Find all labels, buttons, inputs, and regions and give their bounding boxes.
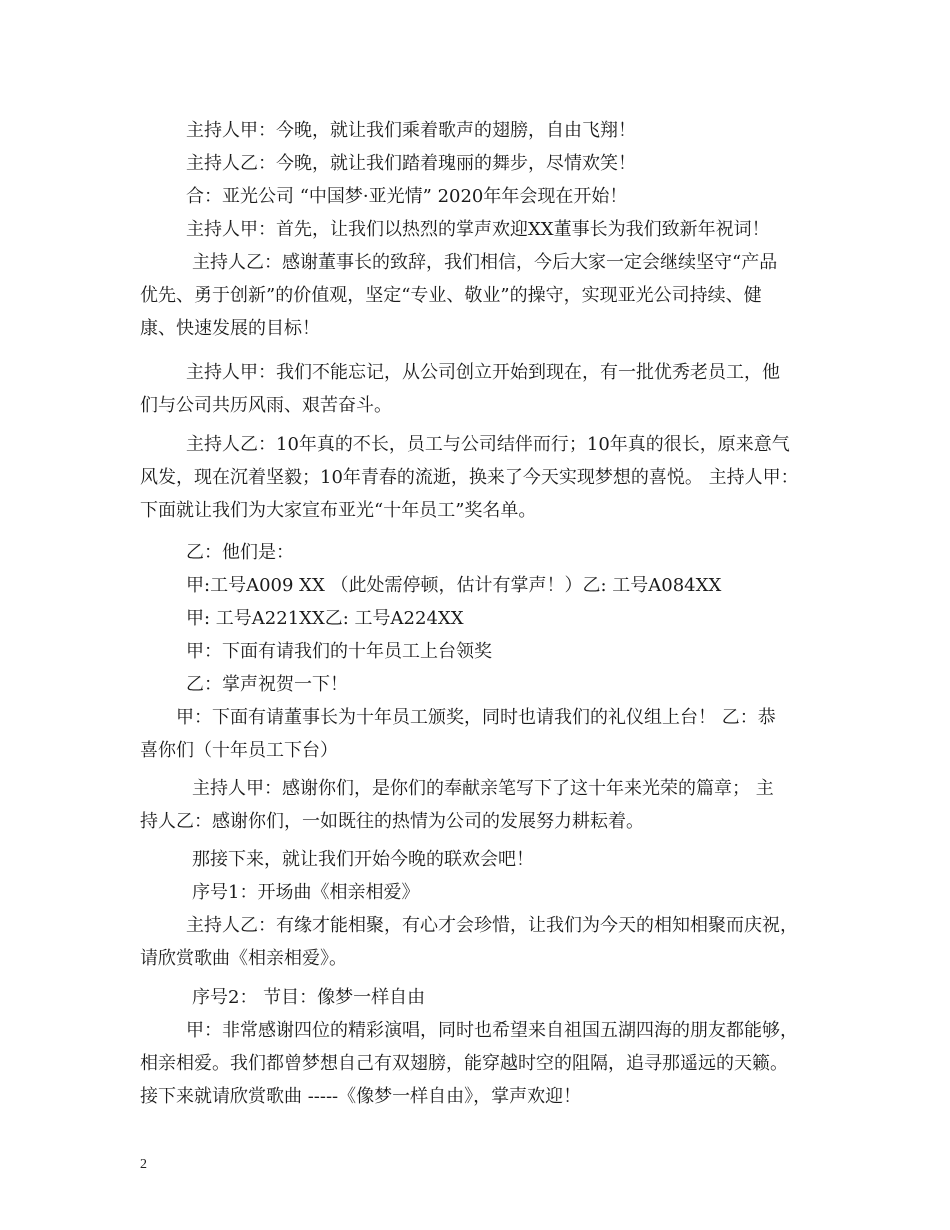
text-line: 主持人甲：我们不能忘记，从公司创立开始到现在，有一批优秀老员工，他 [186,362,780,383]
paragraph [140,668,820,701]
paragraph [140,635,820,668]
text-line: 康、快速发展的目标！ [140,318,320,339]
text-line: 主持人乙：感谢董事长的致辞，我们相信，今后大家一定会继续坚守“产品 [192,252,778,273]
text-line: 相亲相爱。我们都曾梦想自己有双翅膀，能穿越时空的阻隔，追寻那遥远的天籁。 [140,1053,788,1074]
paragraph [140,246,820,345]
text-line: 接下来就请欣赏歌曲 -----《像梦一样自由》，掌声欢迎！ [140,1086,582,1107]
text-line: 主持人甲：感谢你们，是你们的奉献亲笔写下了这十年来光荣的篇章； 主 [192,778,774,799]
paragraph [140,114,820,147]
text-line: 甲：下面有请我们的十年员工上台领奖 [186,641,492,662]
text-line: 序号1：开场曲《相亲相爱》 [192,882,420,903]
text-line: 主持人乙：10年真的不长，员工与公司结伴而行；10年真的很长，原来意气 [186,434,790,455]
text-line: 主持人甲：今晚，就让我们乘着歌声的翅膀，自由飞翔！ [186,120,636,141]
text-line: 那接下来，就让我们开始今晚的联欢会吧！ [192,849,534,870]
paragraph [140,536,820,569]
text-line: 主持人乙：有缘才能相聚，有心才会珍惜，让我们为今天的相知相聚而庆祝， [186,915,798,936]
text-line: 乙：掌声祝贺一下！ [186,674,348,695]
paragraph [140,876,820,909]
text-line: 下面就让我们为大家宣布亚光“十年员工”奖名单。 [140,500,537,521]
text-line: 持人乙：感谢你们，一如既往的热情为公司的发展努力耕耘着。 [140,811,644,832]
text-line: 甲:工号A009 XX （此处需停顿，估计有掌声！）乙: 工号A084XX [186,575,722,596]
text-line: 序号2： 节目：像梦一样自由 [192,987,426,1008]
paragraph [140,981,820,1014]
text-line: 请欣赏歌曲《相亲相爱》。 [140,948,347,969]
text-line: 甲: 工号A221XX乙: 工号A224XX [186,608,464,629]
paragraph [140,180,820,213]
text-line: 风发，现在沉着坚毅；10年青春的流逝，换来了今天实现梦想的喜悦。 主持人甲： [140,467,799,488]
paragraph [140,602,820,635]
page-number: 2 [140,1157,147,1172]
paragraph [140,569,820,602]
text-line: 主持人甲：首先，让我们以热烈的掌声欢迎XX董事长为我们致新年祝词！ [186,219,770,240]
text-line: 主持人乙：今晚，就让我们踏着瑰丽的舞步，尽情欢笑！ [186,153,636,174]
paragraph [140,772,820,838]
paragraph [140,356,820,422]
paragraph [140,147,820,180]
text-line: 乙：他们是： [186,542,294,563]
paragraph [140,1014,820,1113]
paragraph [140,428,820,527]
text-line: 们与公司共历风雨、艰苦奋斗。 [140,395,392,416]
text-line: 合：亚光公司 “中国梦·亚光情” 2020年年会现在开始！ [186,186,628,207]
text-line: 优先、勇于创新”的价值观，坚定“专业、敬业”的操守，实现亚光公司持续、健 [140,285,762,306]
text-line: 喜你们（十年员工下台） [140,740,338,761]
paragraph [140,701,820,767]
paragraph [140,909,820,975]
text-line: 甲：下面有请董事长为十年员工颁奖，同时也请我们的礼仪组上台！ 乙：恭 [176,707,776,728]
text-line: 甲：非常感谢四位的精彩演唱，同时也希望来自祖国五湖四海的朋友都能够， [186,1020,798,1041]
paragraph [140,843,820,876]
paragraph [140,213,820,246]
